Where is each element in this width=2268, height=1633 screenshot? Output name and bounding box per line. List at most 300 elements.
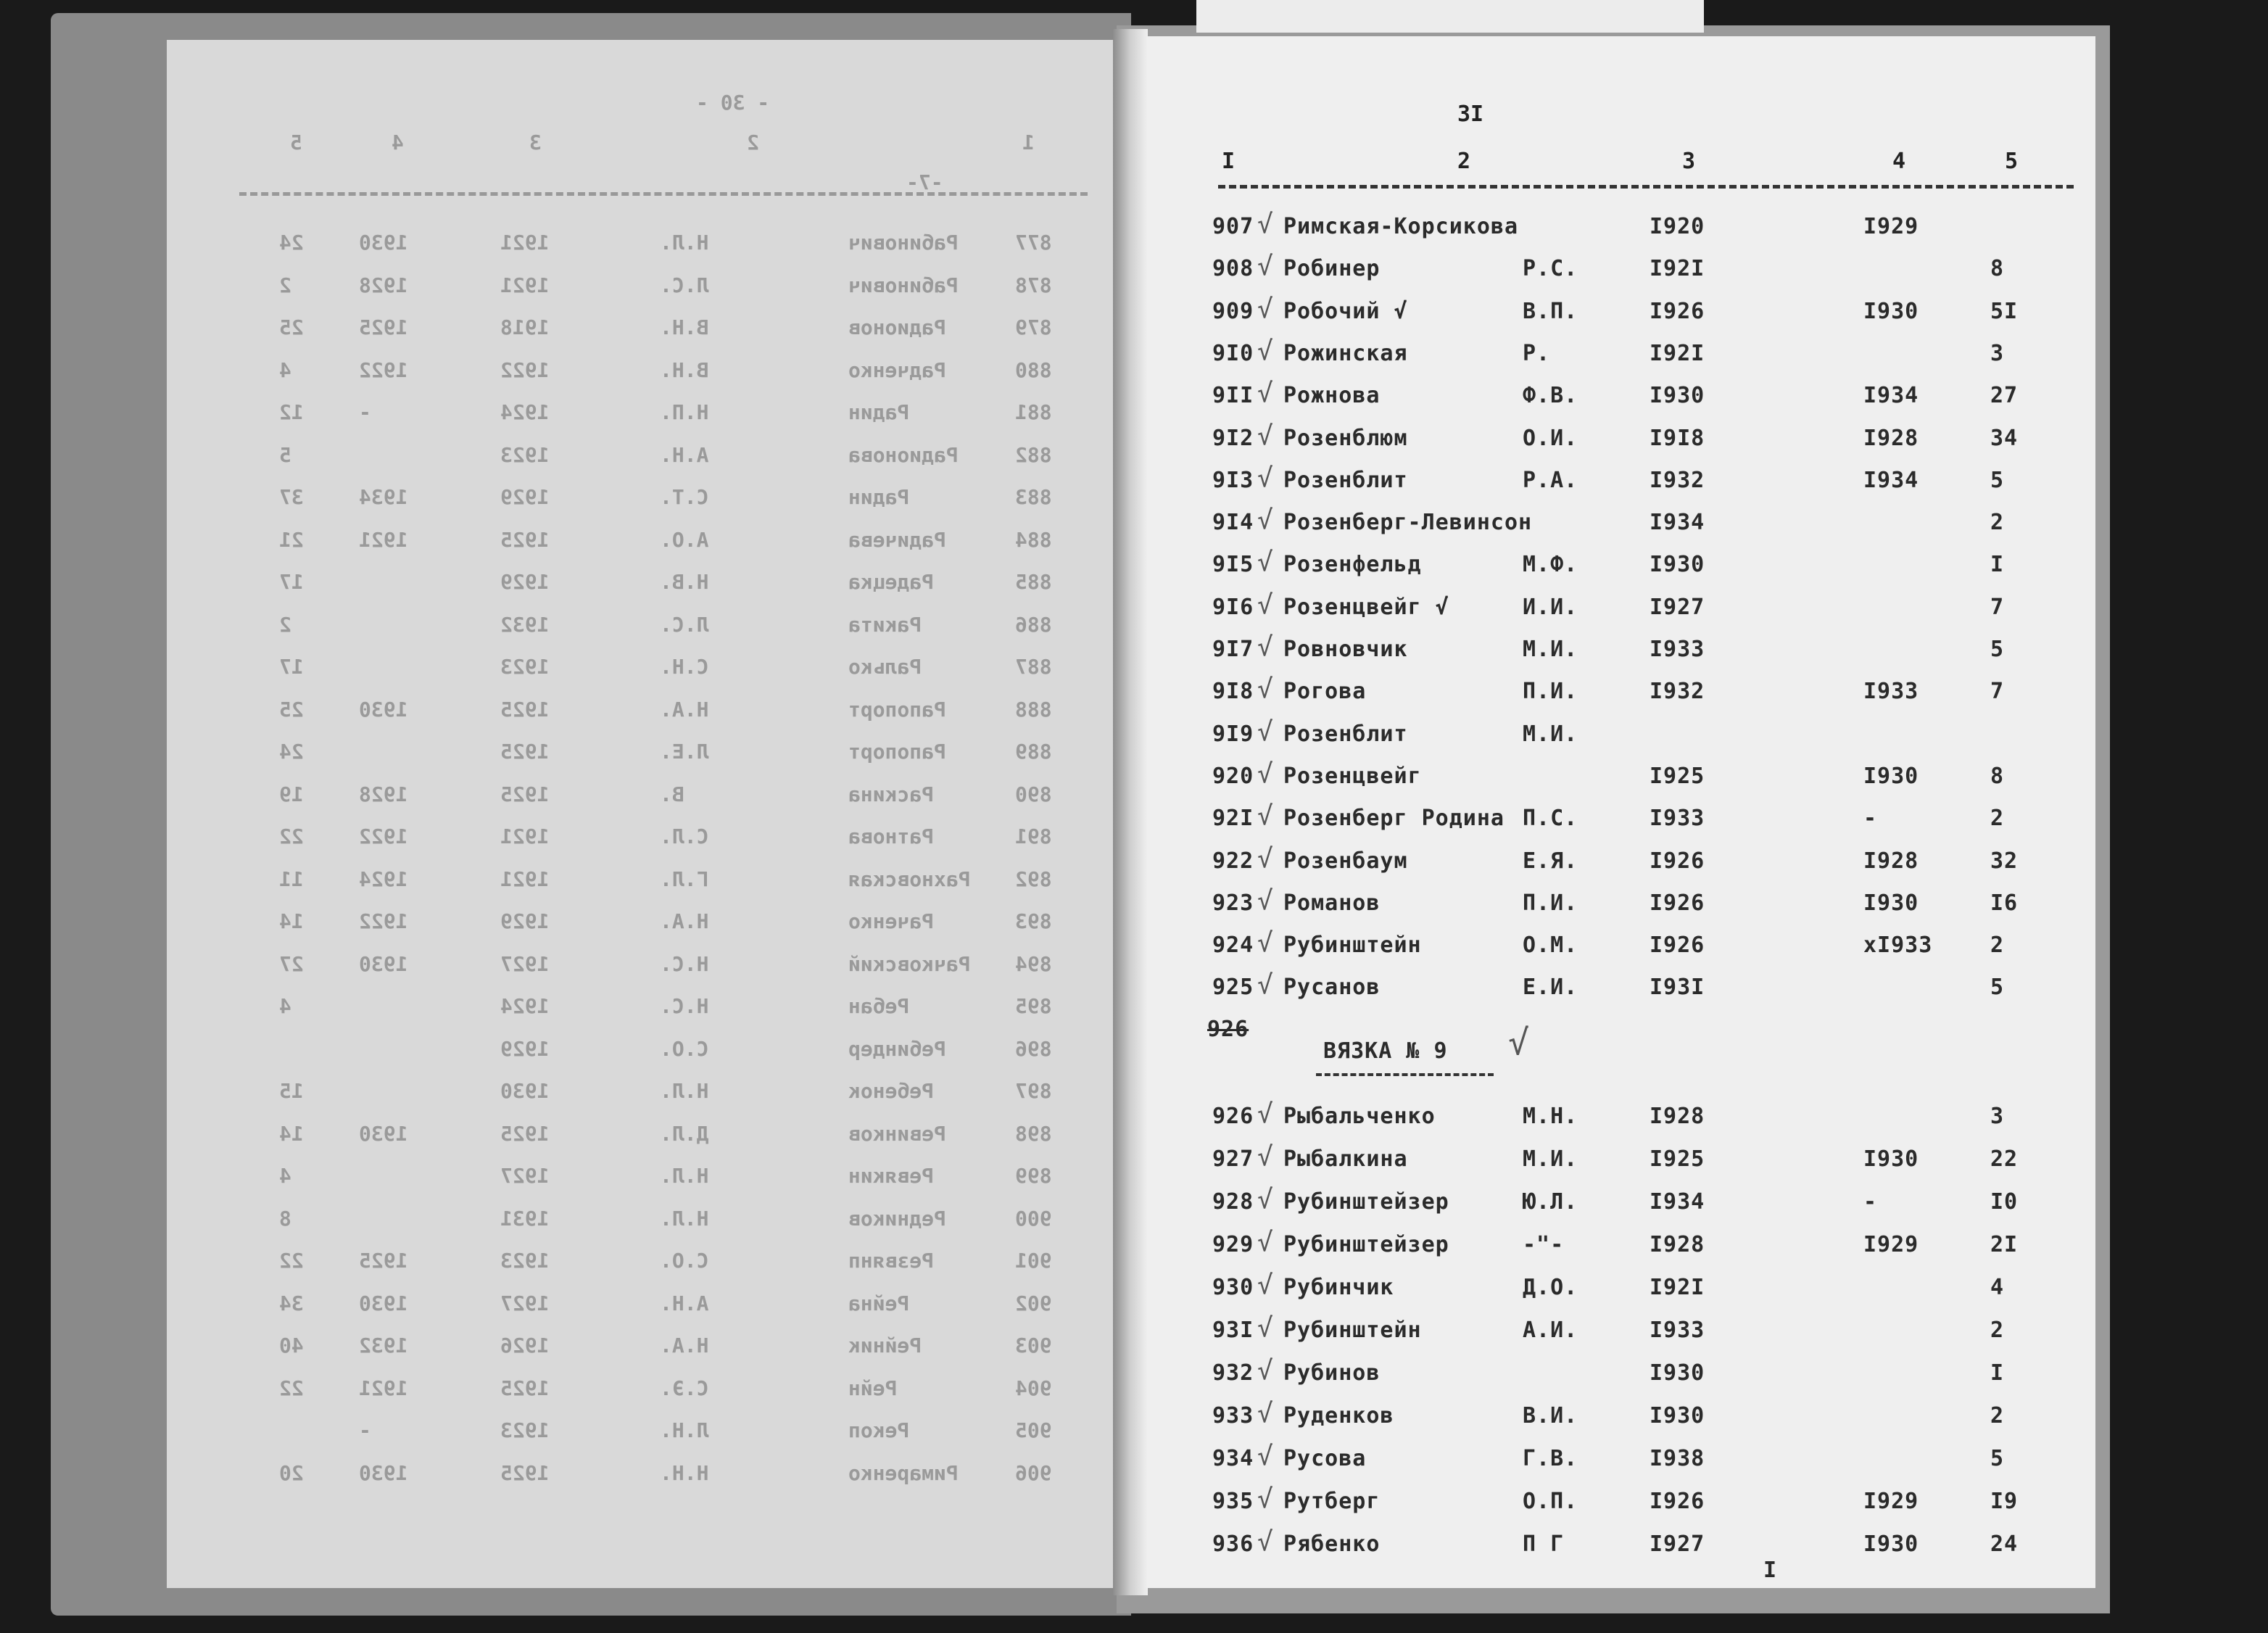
left-row-year1: 1924 <box>500 994 550 1018</box>
row-year-from: I928 <box>1650 1232 1705 1257</box>
row-year-from: I9I8 <box>1650 425 1705 451</box>
left-row-number: 888 <box>1015 697 1052 722</box>
row-number: 9I9 <box>1212 721 1254 747</box>
left-row-number: 897 <box>1015 1079 1052 1103</box>
row-name: Ровновчик <box>1283 637 1408 662</box>
left-row-initials: А.Н. <box>660 442 709 467</box>
left-row-name: Радченко <box>848 357 946 382</box>
left-row-name: Радионов <box>848 315 946 339</box>
row-number: 926 <box>1212 1104 1254 1129</box>
row-year-from: I932 <box>1650 679 1705 705</box>
row-number: 934 <box>1212 1446 1254 1471</box>
row-name: Рубинштейн <box>1283 1318 1422 1343</box>
row-year-from: I933 <box>1650 637 1705 662</box>
left-row-year2: 1921 <box>359 1376 408 1400</box>
left-row-initials: Л.Н. <box>660 1418 709 1442</box>
row-name: Рубинов <box>1283 1360 1381 1386</box>
left-row-year1: 1927 <box>500 951 550 976</box>
left-row-initials: В.Н. <box>660 357 709 382</box>
row-name: Робинер <box>1283 256 1381 282</box>
row-name: Розенберг-Левинсон <box>1283 510 1533 536</box>
left-row-initials: Н.Н. <box>660 1460 709 1485</box>
left-row-initials: Н.Л. <box>660 231 709 255</box>
left-row-name: Радецка <box>848 570 935 594</box>
row-check-mark: √ <box>1257 1270 1274 1300</box>
row-year-from: I932 <box>1650 467 1705 493</box>
left-row-year2: 1924 <box>359 867 408 891</box>
left-row-value: 27 <box>279 951 304 976</box>
row-count: 3 <box>1990 1104 2005 1129</box>
row-number: 933 <box>1212 1403 1254 1429</box>
left-row-value: 24 <box>279 740 304 764</box>
row-number: 907 <box>1212 214 1254 239</box>
left-row-initials: С.Э. <box>660 1376 709 1400</box>
right-header-col: 2 <box>1457 149 1471 174</box>
row-year-to: I930 <box>1863 298 1919 324</box>
left-row-name: Раскина <box>848 782 935 806</box>
row-year-from: I930 <box>1650 1403 1705 1429</box>
left-row-year1: 1925 <box>500 782 550 806</box>
left-row-value: 15 <box>279 1079 304 1103</box>
left-row-value: 8 <box>279 1206 291 1231</box>
left-row-number: 890 <box>1015 782 1052 806</box>
left-row-year1: 1927 <box>500 1164 550 1188</box>
row-year-from: I930 <box>1650 383 1705 409</box>
row-year-from: I928 <box>1650 1104 1705 1129</box>
row-year-from: I933 <box>1650 1318 1705 1343</box>
row-year-to: I928 <box>1863 848 1919 874</box>
left-row-name: Ратнова <box>848 824 935 848</box>
row-year-from: I926 <box>1650 848 1705 874</box>
row-name: Руденков <box>1283 1403 1394 1429</box>
row-year-from: I926 <box>1650 890 1705 916</box>
row-year-to: I929 <box>1863 1232 1919 1257</box>
row-name: Русанов <box>1283 975 1381 1001</box>
row-year-from: I927 <box>1650 1531 1705 1557</box>
row-check-mark: √ <box>1257 505 1274 536</box>
left-row-year1: 1918 <box>500 315 550 339</box>
row-year-from: I930 <box>1650 1360 1705 1386</box>
row-year-from: I93I <box>1650 975 1705 1001</box>
left-row-initials: Н.С. <box>660 951 709 976</box>
right-page-number: 3I <box>1457 102 1484 127</box>
row-check-mark: √ <box>1257 674 1274 705</box>
row-name: Розенберг Родина <box>1283 806 1505 832</box>
left-row-year1: 1925 <box>500 740 550 764</box>
struck-entry: 926 <box>1207 1017 1249 1042</box>
left-header-rule <box>239 192 1088 196</box>
left-row-value: 14 <box>279 1121 304 1146</box>
left-row-name: Ребан <box>848 994 910 1018</box>
row-initials: М.Н. <box>1523 1104 1578 1129</box>
left-row-initials: Г.Л. <box>660 867 709 891</box>
left-row-initials: Л.С. <box>660 612 709 637</box>
left-row-year2: 1930 <box>359 231 408 255</box>
row-number: 935 <box>1212 1489 1254 1514</box>
left-row-year1: 1929 <box>500 1036 550 1061</box>
row-check-mark: √ <box>1257 294 1274 324</box>
left-row-value: 11 <box>279 867 304 891</box>
left-mark: -7- <box>906 170 943 194</box>
left-row-year1: 1924 <box>500 400 550 424</box>
left-row-number: 906 <box>1015 1460 1052 1485</box>
row-number: 93I <box>1212 1318 1254 1343</box>
left-row-initials: С.Н. <box>660 655 709 679</box>
left-row-value: 4 <box>279 994 291 1018</box>
left-row-number: 881 <box>1015 400 1052 424</box>
row-number: 925 <box>1212 975 1254 1001</box>
row-initials: П.И. <box>1523 890 1578 916</box>
left-row-year1: 1921 <box>500 867 550 891</box>
left-row-value: 12 <box>279 400 304 424</box>
left-row-initials: С.О. <box>660 1036 709 1061</box>
left-row-year2: 1922 <box>359 824 408 848</box>
row-count: 34 <box>1990 425 2019 451</box>
left-row-name: Рабинович <box>848 273 959 297</box>
left-header-col: 3 <box>529 131 542 154</box>
left-row-name: Рейник <box>848 1334 922 1357</box>
row-name: Робочий √ <box>1283 298 1408 324</box>
row-name: Рябенко <box>1283 1531 1381 1557</box>
left-row-initials: В. <box>660 782 684 806</box>
left-row-year2: 1930 <box>359 951 408 976</box>
left-row-value: 17 <box>279 655 304 679</box>
left-row-value: 2 <box>279 612 291 637</box>
row-year-from: I933 <box>1650 806 1705 832</box>
section-underline <box>1316 1073 1494 1076</box>
row-name: Рожинская <box>1283 340 1408 366</box>
left-page <box>167 40 1117 1588</box>
left-row-value: 34 <box>279 1291 304 1315</box>
left-row-number: 895 <box>1015 994 1052 1018</box>
left-row-value: 22 <box>279 824 304 848</box>
left-row-name: Рапопорт <box>848 697 946 722</box>
row-initials: О.И. <box>1523 425 1578 451</box>
row-year-from: I926 <box>1650 1489 1705 1514</box>
left-row-number: 883 <box>1015 485 1052 509</box>
row-initials: П.С. <box>1523 806 1578 832</box>
row-number: 9I6 <box>1212 594 1254 620</box>
left-row-number: 882 <box>1015 442 1052 467</box>
left-row-year1: 1921 <box>500 824 550 848</box>
row-year-to: - <box>1863 1189 1878 1215</box>
left-row-name: Ребенок <box>848 1079 935 1103</box>
row-count: 8 <box>1990 763 2005 789</box>
left-row-initials: Н.П. <box>660 400 709 424</box>
row-number: 920 <box>1212 763 1254 789</box>
left-row-year1: 1925 <box>500 697 550 722</box>
row-year-to: I934 <box>1863 383 1919 409</box>
row-year-to: I930 <box>1863 1531 1919 1557</box>
row-initials: В.И. <box>1523 1403 1578 1429</box>
section-check-mark: √ <box>1508 1022 1530 1063</box>
left-row-number: 879 <box>1015 315 1052 339</box>
left-row-name: Ревинков <box>848 1121 946 1146</box>
row-check-mark: √ <box>1257 632 1274 662</box>
row-year-to: I929 <box>1863 1489 1919 1514</box>
row-number: 922 <box>1212 848 1254 874</box>
row-count: 5 <box>1990 975 2005 1001</box>
row-year-to: I934 <box>1863 467 1919 493</box>
section-title: ВЯЗКА № 9 <box>1323 1038 1448 1064</box>
row-count: 22 <box>1990 1146 2019 1172</box>
left-row-initials: С.Л. <box>660 824 709 848</box>
paper-tab <box>1196 0 1704 33</box>
left-row-year2: 1934 <box>359 485 408 509</box>
row-year-from: I92I <box>1650 256 1705 282</box>
left-row-name: Рабинович <box>848 231 959 255</box>
left-row-year1: 1932 <box>500 612 550 637</box>
row-check-mark: √ <box>1257 421 1274 451</box>
row-count: 5 <box>1990 467 2005 493</box>
row-check-mark: √ <box>1257 928 1274 959</box>
left-row-value: 20 <box>279 1460 304 1485</box>
left-header-col: 4 <box>392 131 404 154</box>
left-row-year1: 1925 <box>500 527 550 552</box>
row-year-to: I928 <box>1863 425 1919 451</box>
row-number: 928 <box>1212 1189 1254 1215</box>
left-row-year1: 1925 <box>500 1460 550 1485</box>
right-header-col: I <box>1222 149 1236 174</box>
row-check-mark: √ <box>1257 1142 1274 1172</box>
left-row-number: 885 <box>1015 570 1052 594</box>
row-check-mark: √ <box>1257 1356 1274 1386</box>
left-row-initials: Д.Л. <box>660 1121 709 1146</box>
row-year-from: I934 <box>1650 510 1705 536</box>
left-row-year2: - <box>359 400 371 424</box>
row-name: Розенцвейг √ <box>1283 594 1449 620</box>
row-initials: Р.С. <box>1523 256 1578 282</box>
left-row-initials: Л.С. <box>660 273 709 297</box>
left-row-year1: 1925 <box>500 1376 550 1400</box>
left-row-initials: А.О. <box>660 527 709 552</box>
left-row-value: 37 <box>279 485 304 509</box>
left-row-value: 5 <box>279 442 291 467</box>
row-initials: Р. <box>1523 340 1551 366</box>
left-row-year2: 1930 <box>359 1291 408 1315</box>
left-row-value: 25 <box>279 315 304 339</box>
row-name: Рыбальченко <box>1283 1104 1436 1129</box>
left-row-value: 40 <box>279 1334 304 1357</box>
row-year-from: I927 <box>1650 594 1705 620</box>
row-name: Рубинштейн <box>1283 933 1422 959</box>
left-row-number: 903 <box>1015 1334 1052 1357</box>
row-initials: Ю.Л. <box>1523 1189 1578 1215</box>
right-header-rule <box>1218 185 2074 189</box>
left-row-number: 878 <box>1015 273 1052 297</box>
row-initials: Д.О. <box>1523 1275 1578 1300</box>
left-row-initials: С.О. <box>660 1249 709 1273</box>
row-initials: О.П. <box>1523 1489 1578 1514</box>
row-name: Рожнова <box>1283 383 1381 409</box>
row-number: 924 <box>1212 933 1254 959</box>
row-count: 24 <box>1990 1531 2019 1557</box>
left-row-name: Ралько <box>848 655 922 679</box>
left-page-number: - 30 - <box>696 91 770 115</box>
row-name: Розенфельд <box>1283 552 1422 578</box>
row-year-from: I926 <box>1650 933 1705 959</box>
left-row-year1: 1921 <box>500 231 550 255</box>
row-year-to: I930 <box>1863 890 1919 916</box>
row-check-mark: √ <box>1257 1399 1274 1429</box>
row-count: 7 <box>1990 594 2005 620</box>
row-number: 9I8 <box>1212 679 1254 705</box>
row-name: Рубинштейзер <box>1283 1232 1449 1257</box>
row-check-mark: √ <box>1257 970 1274 1001</box>
left-row-name: Радичева <box>848 527 946 552</box>
left-row-name: Ревякин <box>848 1164 935 1188</box>
left-row-initials: Н.В. <box>660 570 709 594</box>
row-number: 929 <box>1212 1232 1254 1257</box>
row-count: 2I <box>1990 1232 2019 1257</box>
row-check-mark: √ <box>1257 801 1274 832</box>
left-row-year1: 1923 <box>500 442 550 467</box>
row-year-to: - <box>1863 806 1878 832</box>
book-gutter <box>1113 29 1148 1595</box>
row-count: 2 <box>1990 806 2005 832</box>
row-check-mark: √ <box>1257 885 1274 916</box>
left-row-name: Рекоп <box>848 1418 910 1442</box>
left-row-name: Радионова <box>848 442 959 467</box>
left-row-name: Резвянп <box>848 1249 935 1273</box>
left-row-number: 886 <box>1015 612 1052 637</box>
left-row-name: Редников <box>848 1206 946 1231</box>
left-row-value: 25 <box>279 697 304 722</box>
row-year-from: I930 <box>1650 552 1705 578</box>
row-check-mark: √ <box>1257 1442 1274 1471</box>
left-row-number: 905 <box>1015 1418 1052 1442</box>
left-row-number: 877 <box>1015 231 1052 255</box>
row-initials: В.П. <box>1523 298 1578 324</box>
left-row-number: 900 <box>1015 1206 1052 1231</box>
row-number: 923 <box>1212 890 1254 916</box>
row-initials: Ф.В. <box>1523 383 1578 409</box>
row-count: I <box>1990 1360 2005 1386</box>
row-initials: Е.И. <box>1523 975 1578 1001</box>
row-check-mark: √ <box>1257 1185 1274 1215</box>
row-count: 7 <box>1990 679 2005 705</box>
row-number: 909 <box>1212 298 1254 324</box>
left-row-value: 22 <box>279 1376 304 1400</box>
row-number: 9I0 <box>1212 340 1254 366</box>
left-row-value: 4 <box>279 1164 291 1188</box>
row-year-to: I929 <box>1863 214 1919 239</box>
row-year-to: I930 <box>1863 763 1919 789</box>
row-number: 9I2 <box>1212 425 1254 451</box>
row-initials: Е.Я. <box>1523 848 1578 874</box>
stray-mark: I <box>1763 1558 1778 1583</box>
row-initials: М.И. <box>1523 721 1578 747</box>
row-name: Розенбаум <box>1283 848 1408 874</box>
left-row-year1: 1923 <box>500 1418 550 1442</box>
row-check-mark: √ <box>1257 1099 1274 1129</box>
row-count: 5 <box>1990 1446 2005 1471</box>
left-row-name: Римаренко <box>848 1460 959 1485</box>
row-count: 4 <box>1990 1275 2005 1300</box>
row-initials: М.И. <box>1523 1146 1578 1172</box>
left-row-name: Рейн <box>848 1376 898 1400</box>
right-header-col: 3 <box>1682 149 1696 174</box>
row-check-mark: √ <box>1257 463 1274 493</box>
row-name: Рубинштейзер <box>1283 1189 1449 1215</box>
left-row-year2: 1930 <box>359 697 408 722</box>
left-row-value: 19 <box>279 782 304 806</box>
left-row-value: 14 <box>279 909 304 933</box>
left-row-year1: 1929 <box>500 570 550 594</box>
left-row-number: 893 <box>1015 909 1052 933</box>
row-year-from: I938 <box>1650 1446 1705 1471</box>
row-number: 9I3 <box>1212 467 1254 493</box>
left-header-col: 2 <box>747 131 759 154</box>
left-row-name: Раченко <box>848 909 935 933</box>
row-check-mark: √ <box>1257 716 1274 747</box>
left-row-value: 17 <box>279 570 304 594</box>
row-name: Русова <box>1283 1446 1367 1471</box>
row-check-mark: √ <box>1257 379 1274 409</box>
left-row-year2: 1922 <box>359 909 408 933</box>
left-row-year1: 1931 <box>500 1206 550 1231</box>
left-row-year1: 1923 <box>500 655 550 679</box>
left-header-col: 5 <box>290 131 302 154</box>
row-check-mark: √ <box>1257 547 1274 578</box>
left-row-initials: С.Т. <box>660 485 709 509</box>
left-row-initials: Н.С. <box>660 994 709 1018</box>
row-count: 2 <box>1990 510 2005 536</box>
row-year-to: хI933 <box>1863 933 1933 959</box>
row-year-to: I930 <box>1863 1146 1919 1172</box>
row-check-mark: √ <box>1257 590 1274 620</box>
left-row-number: 884 <box>1015 527 1052 552</box>
left-row-year1: 1929 <box>500 909 550 933</box>
left-row-year2: 1928 <box>359 273 408 297</box>
left-row-value: 22 <box>279 1249 304 1273</box>
left-row-initials: Л.Е. <box>660 740 709 764</box>
row-year-from: I920 <box>1650 214 1705 239</box>
row-number: 9I7 <box>1212 637 1254 662</box>
left-row-year2: 1930 <box>359 1121 408 1146</box>
row-check-mark: √ <box>1257 210 1274 239</box>
left-row-year1: 1927 <box>500 1291 550 1315</box>
row-number: 908 <box>1212 256 1254 282</box>
left-row-year1: 1921 <box>500 273 550 297</box>
row-check-mark: √ <box>1257 1313 1274 1343</box>
left-row-value: 2 <box>279 273 291 297</box>
row-count: 5I <box>1990 298 2019 324</box>
row-number: 927 <box>1212 1146 1254 1172</box>
left-row-name: Ракита <box>848 612 922 637</box>
row-count: 27 <box>1990 383 2019 409</box>
row-number: 932 <box>1212 1360 1254 1386</box>
row-initials: Г.В. <box>1523 1446 1578 1471</box>
row-year-from: I925 <box>1650 1146 1705 1172</box>
left-row-year1: 1922 <box>500 357 550 382</box>
left-row-initials: В.Н. <box>660 315 709 339</box>
left-row-year2: 1930 <box>359 1460 408 1485</box>
row-check-mark: √ <box>1257 336 1274 366</box>
left-row-value: 24 <box>279 231 304 255</box>
row-name: Розенблюм <box>1283 425 1408 451</box>
left-row-number: 901 <box>1015 1249 1052 1273</box>
left-row-name: Ребиндер <box>848 1036 946 1061</box>
left-row-number: 892 <box>1015 867 1052 891</box>
left-row-initials: А.Н. <box>660 1291 709 1315</box>
row-check-mark: √ <box>1257 1527 1274 1557</box>
row-initials: А.И. <box>1523 1318 1578 1343</box>
row-name: Романов <box>1283 890 1381 916</box>
left-row-number: 899 <box>1015 1164 1052 1188</box>
row-number: 936 <box>1212 1531 1254 1557</box>
left-header-col: 1 <box>1022 131 1035 154</box>
